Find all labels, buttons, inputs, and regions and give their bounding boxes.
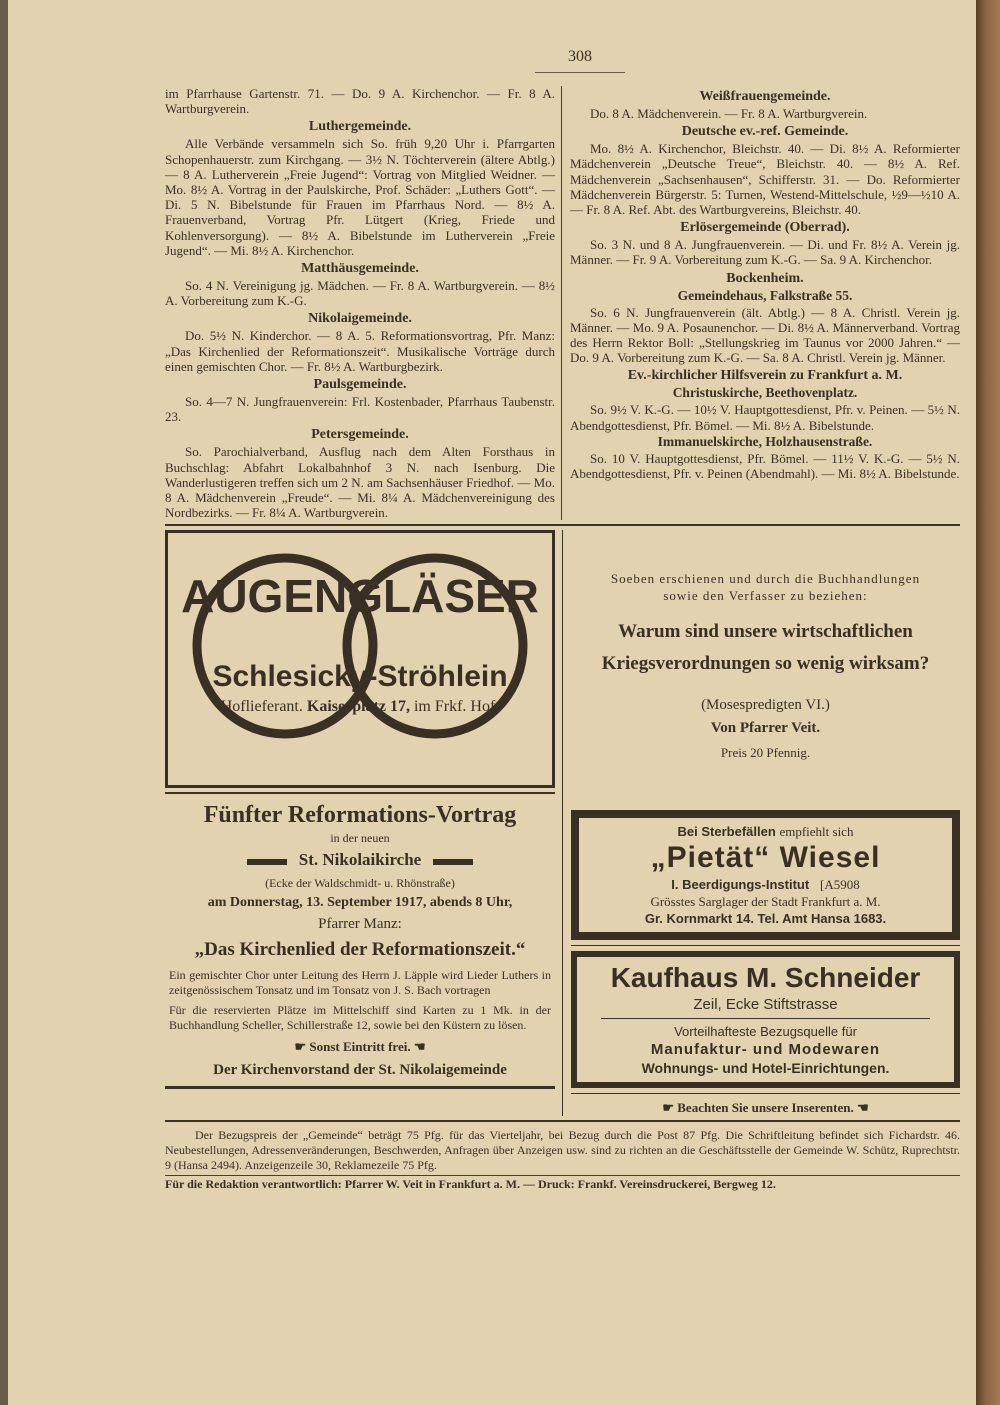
footer — [165, 1128, 960, 1192]
ad-augenglaeser — [165, 530, 555, 788]
section-text: So. 10 V. Hauptgottesdienst, Pfr. Bömel. — 11½ V. K.-G. — 5½ N. Abendgottesdienst, Pfr. v. Peinen (Abendmahl). — Mi. 8½ A. Bibelstunde. — [570, 450, 960, 482]
footer-rule — [165, 1120, 960, 1122]
inserenten-text: Beachten Sie unsere Inserenten. — [677, 1100, 854, 1116]
lecture-in: in der neuen — [330, 831, 390, 846]
section-heading: Nikolaigemeinde. — [308, 311, 412, 327]
section-text: im Pfarrhause Gartenstr. 71. — Do. 9 A. Kirchenchor. — Fr. 8 A. Wartburgverein. — [165, 86, 555, 117]
section-text: So. 4—7 N. Jungfrauenverein: Frl. Kostenbader, Pfarrhaus Taubenstr. 23. — [165, 394, 555, 425]
section-text: Mo. 8½ A. Kirchenchor, Bleichstr. 40. — Di. 8½ A. Reformierter Mädchenverein „Deutsche Treue“, Bleichstr. 40. — 8½ A. Ref. Mädchenverein „Sachsenhausen“, Schifferstr. 31. — Do. Reformierter Mädchenverein Bürgerstr. 5: Turnen, Westend-Mittelschule, ½9—½10 A. — Fr. 8 A. Ref. Abt. des Wartburgvereins, Bleichstr. 40. — [570, 141, 960, 218]
ad-book-author: Von Pfarrer Veit. — [710, 720, 821, 737]
left-column — [165, 86, 562, 520]
ad-rule — [571, 945, 960, 946]
section-subheading: Immanuelskirche, Holzhausenstraße. — [657, 433, 873, 449]
lecture-topic: „Das Kirchenlied der Reformationszeit.“ — [194, 939, 526, 961]
footer-text: Der Bezugspreis der „Gemeinde“ beträgt 75 Pfg. für das Vierteljahr, bei Bezug durch die Post 87 Pfg. Die Schriftleitung befindet sich Fichardstr. 46. Neubestellungen, Adressenveränderungen, Beschwerden, Anfragen über Anzeigen usw. sind zu richten an die Geschäftsstelle der Gemeinde W. Schütz, Ruprechtstr. 9 (Hansa 2494). Anzeigenzeile 30, Reklamezeile 75 Pfg. — [165, 1128, 960, 1173]
schneider-name: Kaufhaus M. Schneider — [610, 962, 921, 994]
section-heading: Weißfrauengemeinde. — [699, 89, 831, 104]
ad-rule — [571, 1093, 960, 1094]
section-text: So. 4 N. Vereinigung jg. Mädchen. — Fr. 8 A. Wartburgverein. — 8½ A. Vorbereitung zum K.-G. — [165, 278, 555, 309]
lecture-corner: (Ecke der Waldschmidt- u. Rhönstraße) — [265, 876, 455, 891]
ads-row — [165, 530, 960, 1116]
ad-rule — [165, 792, 555, 794]
pietaet-institut: I. Beerdigungs-Institut — [671, 877, 810, 893]
left-ads — [165, 530, 555, 1116]
ad-schneider — [571, 951, 960, 1088]
ad-reformation-lecture — [165, 798, 555, 1089]
schneider-l3: Wohnungs- und Hotel-Einrichtungen. — [641, 1060, 890, 1077]
schneider-addr: Zeil, Ecke Stiftstrasse — [693, 996, 838, 1014]
hand-left-icon: ☚ — [410, 1039, 426, 1055]
pietaet-l1: empfiehlt sich — [779, 824, 854, 840]
ad-book-title2: Kriegsverordnungen so wenig wirksam? — [601, 653, 930, 675]
section-text: So. Parochialverband, Ausflug nach dem Alten Forsthaus in Buchschlag: Abfahrt Lokalbahnhof 3 N. nach Isenburg. Die Wanderlustigeren treffen sich um 2 N. am Sachsenhäuser Friedhof. — Mo. 8 A. Mädchenverein „Freude“. — Mi. 8¼ A. Mädchenvereinigung des Nordbezirks. — Fr. 8¼ A. Wartburgverein. — [165, 444, 555, 521]
ad-book-price: Preis 20 Pfennig. — [720, 745, 811, 761]
pietaet-name: „Pietät“ Wiesel — [650, 841, 881, 875]
lecture-choir: Ein gemischter Chor unter Leitung des Herrn J. Läpple wird Lieder Luthers in zeitgenössischem Tonsatz und im Tonsatz von J. S. Bach vortragen — [169, 968, 551, 998]
section-text: Do. 5½ N. Kinderchor. — 8 A. 5. Reformationsvortrag, Pfr. Manz: „Das Kirchenlied der Reformationszeit“. Musikalische Vorträge durch einen gemischten Chor. — Fr. 8½ A. Wartburgbezirk. — [165, 328, 555, 374]
lecture-tickets: Für die reservierten Plätze im Mittelschiff sind Karten zu 1 Mk. in der Buchhandlung Scheller, Schillerstraße 12, sowie bei den Küstern zu lösen. — [169, 1003, 551, 1033]
ad-addr-pre: Hoflieferant. — [220, 698, 303, 716]
section-text: So. 6 N. Jungfrauenverein (ält. Abtlg.) — 8 A. Christl. Verein jg. Männer. — Mo. 9 A. Posaunenchor. — Di. 8½ A. Männerverband. Vortrag des Herrn Rektor Boll: „Stellungskrieg im Taunus vor 2000 Jahren.“ — Do. 9 A. Vorbereitung zum K.-G. — Sa. 8 A. Christl. Verein jg. Männer. — [570, 304, 960, 366]
ad-company: Schlesicky-Ströhlein — [212, 660, 508, 694]
section-subheading: Christuskirche, Beethovenplatz. — [672, 385, 858, 401]
pietaet-code: [A5908 — [820, 877, 860, 893]
pietaet-lager: Grösstes Sarglager der Stadt Frankfurt a. M. — [650, 894, 881, 910]
page-edge — [976, 0, 1000, 1405]
lecture-signed: Der Kirchenvorstand der St. Nikolaigemeinde — [213, 1062, 507, 1079]
ad-addr-post: im Frkf. Hof. — [413, 698, 500, 716]
section-subheading: Gemeindehaus, Falkstraße 55. — [677, 287, 853, 303]
hand-left-icon: ☚ — [853, 1100, 869, 1116]
hand-right-icon: ☛ — [662, 1100, 678, 1116]
ad-book-line2: sowie den Verfasser zu beziehen: — [663, 588, 868, 604]
section-heading: Bockenheim. — [726, 270, 804, 286]
lecture-date: am Donnerstag, 13. September 1917, abends 8 Uhr, — [207, 895, 513, 911]
ad-book-series: (Mosespredigten VI.) — [701, 697, 830, 714]
footer-imprint: Für die Redaktion verantwortlich: Pfarrer W. Veit in Frankfurt a. M. — Druck: Frankf. Vereinsdruckerei, Bergweg 12. — [165, 1175, 960, 1192]
ad-book-line1: Soeben erschienen und durch die Buchhandlungen — [610, 571, 921, 587]
ad-book-title1: Warum sind unsere wirtschaftlichen — [618, 621, 913, 643]
schneider-l1: Vorteilhafteste Bezugsquelle für — [674, 1024, 857, 1040]
lecture-title: Fünfter Reformations-Vortrag — [203, 802, 517, 829]
section-heading: Erlösergemeinde (Oberrad). — [680, 220, 850, 236]
section-rule — [165, 524, 960, 526]
ad-pietaet — [571, 810, 960, 940]
section-heading: Paulsgemeinde. — [313, 377, 407, 393]
section-heading: Petersgemeinde. — [311, 427, 409, 443]
section-heading: Ev.-kirchlicher Hilfsverein zu Frankfurt a. M. — [627, 368, 903, 384]
right-column — [570, 86, 960, 520]
ad-book — [571, 530, 960, 780]
page-content — [165, 86, 960, 1192]
ad-title: AUGENGLÄSER — [181, 570, 539, 623]
lecture-free: Sonst Eintritt frei. — [309, 1039, 411, 1055]
section-text: Do. 8 A. Mädchenverein. — Fr. 8 A. Wartburgverein. — [590, 106, 868, 121]
pietaet-l1-bold: Bei Sterbefällen — [677, 824, 776, 840]
lecture-speaker: Pfarrer Manz: — [318, 916, 402, 933]
schneider-l2: Manufaktur- und Modewaren — [650, 1041, 881, 1059]
lecture-church: St. Nikolaikirche — [298, 850, 422, 870]
page-number: 308 — [568, 48, 592, 65]
columns-row — [165, 86, 960, 520]
section-heading: Deutsche ev.-ref. Gemeinde. — [681, 124, 849, 140]
section-text: Alle Verbände versammeln sich So. früh 9,20 Uhr i. Pfarrgarten Schopenhauerstr. zum Kirchgang. — 3½ N. Töchterverein (ältere Abtlg.) — 8 A. Lutherverein „Freie Jugend“: Vortrag von Mitglied Weidner. — Mo. 8½ A. Vortrag in der Paulskirche, Prof. Schäder: „Luthers Gott“. — Di. 5 N. Bibelstunde für Frauen im Pfarrhaus Nord. — 8½ A. Frauenverband, Vortrag Pfr. Lütgert (Krieg, Friede und Kohlenversorgung). — 8½ A. Bibelstunde im Lutherverein „Freie Jugend“. — Mi. 8½ A. Kirchenchor. — [165, 136, 555, 258]
section-text: So. 3 N. und 8 A. Jungfrauenverein. — Di. und Fr. 8½ A. Verein jg. Männer. — Fr. 9 A. Vorbereitung zum K.-G. — Sa. 9 A. Kirchenchor. — [570, 237, 960, 268]
section-heading: Matthäusgemeinde. — [301, 261, 419, 277]
inserenten-notice — [571, 1099, 960, 1116]
section-text: So. 9½ V. K.-G. — 10½ V. Hauptgottesdienst, Pfr. v. Peinen. — 5½ N. Abendgottesdienst, Pfr. Bömel. — Mi. 8½ A. Bibelstunde. — [570, 402, 960, 433]
pietaet-addr: Gr. Kornmarkt 14. Tel. Amt Hansa 1683. — [644, 911, 887, 927]
hand-right-icon: ☛ — [294, 1039, 310, 1055]
page-number-rule — [535, 72, 625, 73]
book-spine — [0, 0, 8, 1405]
right-ads — [562, 530, 960, 1116]
ad-addr-bold: Kaiserplatz 17, — [306, 698, 410, 716]
section-heading: Luthergemeinde. — [308, 119, 412, 135]
